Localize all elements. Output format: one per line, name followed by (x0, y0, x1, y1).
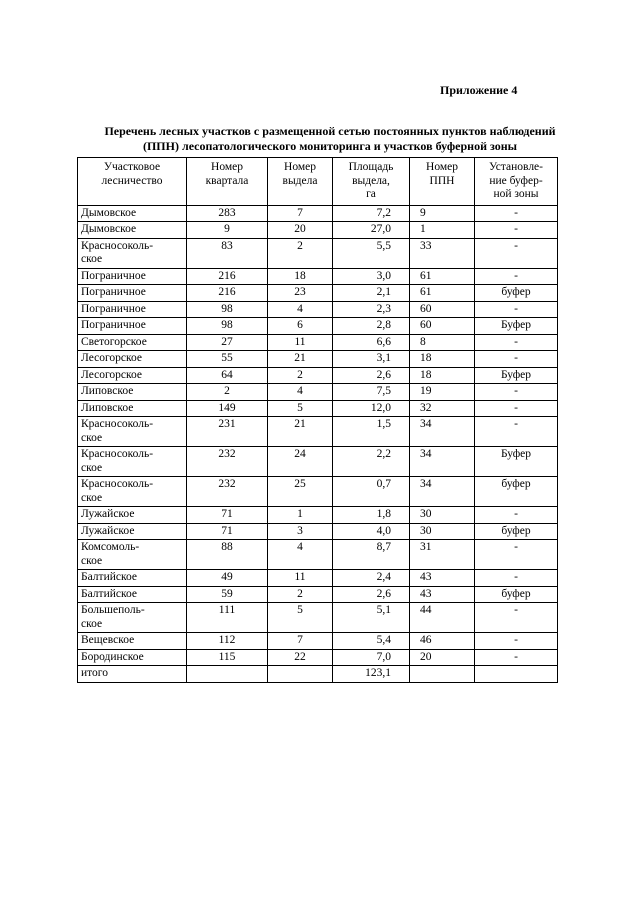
document-title (76, 124, 584, 154)
cell-forestry (78, 334, 187, 351)
cell-buffer: Буфер (475, 367, 558, 384)
cell-line: ское (81, 431, 103, 444)
cell-plot: 5 (268, 400, 333, 417)
header-buffer-zone (475, 158, 558, 206)
cell-plot: 21 (268, 351, 333, 368)
header-line: Площадь (348, 161, 394, 173)
cell-plot: 7 (268, 205, 333, 222)
cell-plot: 4 (268, 384, 333, 401)
cell-ppn: 30 (410, 507, 475, 524)
cell-area: 7,5 (333, 384, 410, 401)
cell-area: 4,0 (333, 523, 410, 540)
cell-buffer: - (475, 649, 558, 666)
cell-ppn: 34 (410, 447, 475, 477)
cell-forestry (78, 351, 187, 368)
cell-line: Красносоколь- (81, 478, 154, 490)
cell-buffer: - (475, 633, 558, 650)
cell-buffer: - (475, 205, 558, 222)
header-line: лесничество (101, 174, 163, 187)
cell-forestry (78, 400, 187, 417)
cell-block: 149 (187, 400, 268, 417)
header-line: ной зоны (493, 188, 539, 200)
cell-block: 232 (187, 477, 268, 507)
cell-forestry (78, 477, 187, 507)
table-row (78, 570, 558, 587)
header-line: ППН (429, 174, 455, 187)
cell-plot: 2 (268, 367, 333, 384)
cell-plot: 11 (268, 570, 333, 587)
cell-buffer: буфер (475, 285, 558, 302)
cell-plot: 2 (268, 586, 333, 603)
table-row (78, 523, 558, 540)
cell-forestry (78, 586, 187, 603)
table-row (78, 400, 558, 417)
cell-line: Вещевское (81, 634, 135, 646)
cell-block: 71 (187, 507, 268, 524)
cell-buffer: - (475, 603, 558, 633)
cell-line: Бородинское (81, 650, 144, 663)
cell-buffer: - (475, 540, 558, 570)
plots-table (77, 157, 558, 683)
cell-block: 111 (187, 603, 268, 633)
cell-line: Лужайское (81, 508, 135, 520)
cell-ppn: 61 (410, 268, 475, 285)
table-row (78, 633, 558, 650)
header-line: Номер (284, 161, 316, 173)
cell-plot: 11 (268, 334, 333, 351)
cell-ppn: 30 (410, 523, 475, 540)
cell-plot: 2 (268, 238, 333, 268)
cell-ppn: 46 (410, 633, 475, 650)
table-row (78, 603, 558, 633)
cell-ppn: 34 (410, 417, 475, 447)
cell-forestry (78, 523, 187, 540)
cell-area: 2,8 (333, 318, 410, 335)
cell-ppn: 43 (410, 586, 475, 603)
table-body (78, 205, 558, 682)
cell-line: Липовское (81, 385, 134, 397)
cell-ppn: 44 (410, 603, 475, 633)
table-row (78, 268, 558, 285)
cell-forestry (78, 570, 187, 587)
cell-block: 49 (187, 570, 268, 587)
cell-forestry (78, 540, 187, 570)
cell-line: ское (81, 554, 103, 567)
header-line: Номер (211, 161, 243, 173)
cell-forestry (78, 633, 187, 650)
cell-buffer: - (475, 400, 558, 417)
table-row (78, 384, 558, 401)
header-line: выдела, (352, 174, 390, 187)
cell-block: 216 (187, 268, 268, 285)
cell-ppn: 32 (410, 400, 475, 417)
cell-plot: 3 (268, 523, 333, 540)
cell-line: Пограничное (81, 286, 146, 298)
cell-ppn: 18 (410, 351, 475, 368)
cell-buffer: буфер (475, 523, 558, 540)
cell-area: 2,4 (333, 570, 410, 587)
table-row (78, 507, 558, 524)
cell-block: 115 (187, 649, 268, 666)
cell-ppn: 31 (410, 540, 475, 570)
cell-line: Липовское (81, 401, 134, 414)
header-line: Установле- (489, 161, 543, 173)
cell-ppn: 8 (410, 334, 475, 351)
cell-line: Дымовское (81, 223, 137, 235)
cell-line: Красносоколь- (81, 239, 154, 252)
header-plot-area (333, 158, 410, 206)
header-line: Номер (426, 161, 458, 173)
cell-line: Балтийское (81, 587, 137, 600)
header-line: выдела (282, 174, 318, 187)
cell-forestry (78, 268, 187, 285)
cell-area: 12,0 (333, 400, 410, 417)
total-empty-cell (410, 666, 475, 683)
header-line: квартала (205, 174, 249, 187)
cell-forestry (78, 367, 187, 384)
cell-forestry (78, 301, 187, 318)
cell-line: Красносоколь- (81, 448, 154, 460)
cell-block: 83 (187, 238, 268, 268)
table-row (78, 417, 558, 447)
header-block-number (187, 158, 268, 206)
cell-plot: 24 (268, 447, 333, 477)
cell-buffer: буфер (475, 477, 558, 507)
cell-line: Пограничное (81, 302, 146, 315)
cell-ppn: 20 (410, 649, 475, 666)
table-row (78, 222, 558, 239)
cell-buffer: буфер (475, 586, 558, 603)
cell-plot: 4 (268, 301, 333, 318)
cell-forestry (78, 603, 187, 633)
table-header-row (78, 158, 558, 206)
total-area: 123,1 (333, 666, 410, 683)
table-row (78, 301, 558, 318)
cell-area: 2,6 (333, 586, 410, 603)
cell-line: Красносоколь- (81, 418, 154, 430)
cell-plot: 5 (268, 603, 333, 633)
cell-block: 283 (187, 205, 268, 222)
table-row (78, 238, 558, 268)
cell-block: 112 (187, 633, 268, 650)
cell-plot: 23 (268, 285, 333, 302)
header-plot-number (268, 158, 333, 206)
total-label: итого (78, 666, 187, 683)
cell-block: 98 (187, 301, 268, 318)
cell-block: 55 (187, 351, 268, 368)
cell-ppn: 19 (410, 384, 475, 401)
cell-line: Лесогорское (81, 352, 142, 364)
cell-line: Лесогорское (81, 368, 142, 381)
total-empty-cell (475, 666, 558, 683)
cell-area: 2,2 (333, 447, 410, 477)
cell-buffer: - (475, 268, 558, 285)
cell-forestry (78, 447, 187, 477)
table-row (78, 367, 558, 384)
cell-area: 5,1 (333, 603, 410, 633)
cell-buffer: - (475, 222, 558, 239)
cell-area: 2,3 (333, 301, 410, 318)
cell-forestry (78, 222, 187, 239)
appendix-label: Приложение 4 (440, 83, 518, 97)
cell-area: 5,5 (333, 238, 410, 268)
cell-plot: 22 (268, 649, 333, 666)
cell-area: 2,1 (333, 285, 410, 302)
table-row (78, 540, 558, 570)
cell-buffer: - (475, 301, 558, 318)
cell-buffer: - (475, 417, 558, 447)
table-row (78, 318, 558, 335)
cell-line: Балтийское (81, 571, 137, 583)
cell-line: Светогорское (81, 335, 147, 348)
cell-block: 71 (187, 523, 268, 540)
cell-block: 98 (187, 318, 268, 335)
header-line: ние буфер- (489, 174, 543, 187)
cell-plot: 18 (268, 268, 333, 285)
cell-area: 3,0 (333, 268, 410, 285)
cell-line: ское (81, 461, 103, 474)
cell-ppn: 9 (410, 205, 475, 222)
title-line-2: (ППН) лесопатологического мониторинга и участков буферной зоны (142, 139, 518, 153)
cell-area: 1,8 (333, 507, 410, 524)
cell-forestry (78, 318, 187, 335)
cell-line: ское (81, 491, 103, 504)
table-row (78, 351, 558, 368)
cell-plot: 20 (268, 222, 333, 239)
table-row (78, 447, 558, 477)
cell-block: 64 (187, 367, 268, 384)
cell-buffer: Буфер (475, 447, 558, 477)
cell-block: 216 (187, 285, 268, 302)
cell-block: 232 (187, 447, 268, 477)
total-row (78, 666, 558, 683)
cell-forestry (78, 205, 187, 222)
cell-buffer: - (475, 238, 558, 268)
cell-plot: 21 (268, 417, 333, 447)
cell-forestry (78, 507, 187, 524)
table-row (78, 205, 558, 222)
cell-buffer: - (475, 570, 558, 587)
cell-buffer: Буфер (475, 318, 558, 335)
cell-block: 88 (187, 540, 268, 570)
cell-forestry (78, 238, 187, 268)
cell-line: Дымовское (81, 206, 137, 219)
cell-buffer: - (475, 384, 558, 401)
cell-area: 27,0 (333, 222, 410, 239)
table-row (78, 649, 558, 666)
table-row (78, 334, 558, 351)
cell-forestry (78, 417, 187, 447)
cell-plot: 4 (268, 540, 333, 570)
cell-buffer: - (475, 507, 558, 524)
cell-area: 1,5 (333, 417, 410, 447)
total-empty-cell (187, 666, 268, 683)
cell-ppn: 1 (410, 222, 475, 239)
cell-line: ское (81, 253, 103, 265)
cell-area: 6,6 (333, 334, 410, 351)
cell-line: Большеполь- (81, 604, 145, 616)
cell-area: 7,2 (333, 205, 410, 222)
cell-block: 9 (187, 222, 268, 239)
cell-area: 8,7 (333, 540, 410, 570)
header-forestry (78, 158, 187, 206)
cell-plot: 7 (268, 633, 333, 650)
cell-area: 2,6 (333, 367, 410, 384)
cell-buffer: - (475, 334, 558, 351)
cell-ppn: 43 (410, 570, 475, 587)
cell-block: 59 (187, 586, 268, 603)
cell-block: 2 (187, 384, 268, 401)
cell-block: 231 (187, 417, 268, 447)
cell-line: Пограничное (81, 269, 146, 282)
header-line: га (366, 188, 376, 200)
header-line: Участковое (103, 161, 161, 173)
cell-forestry (78, 384, 187, 401)
cell-area: 7,0 (333, 649, 410, 666)
cell-ppn: 33 (410, 238, 475, 268)
cell-block: 27 (187, 334, 268, 351)
cell-plot: 25 (268, 477, 333, 507)
cell-area: 3,1 (333, 351, 410, 368)
cell-line: Пограничное (81, 319, 146, 331)
cell-buffer: - (475, 351, 558, 368)
cell-ppn: 61 (410, 285, 475, 302)
cell-forestry (78, 649, 187, 666)
header-ppn-number (410, 158, 475, 206)
table-row (78, 477, 558, 507)
cell-forestry (78, 285, 187, 302)
cell-plot: 6 (268, 318, 333, 335)
total-empty-cell (268, 666, 333, 683)
cell-line: ское (81, 617, 103, 630)
table-row (78, 285, 558, 302)
cell-ppn: 60 (410, 318, 475, 335)
cell-ppn: 34 (410, 477, 475, 507)
cell-ppn: 60 (410, 301, 475, 318)
cell-area: 0,7 (333, 477, 410, 507)
cell-area: 5,4 (333, 633, 410, 650)
title-line-1: Перечень лесных участков с размещенной сетью постоянных пунктов наблюдений (104, 124, 556, 138)
table-row (78, 586, 558, 603)
cell-line: Лужайское (81, 524, 135, 537)
cell-plot: 1 (268, 507, 333, 524)
cell-ppn: 18 (410, 367, 475, 384)
cell-line: Комсомоль- (81, 541, 140, 553)
